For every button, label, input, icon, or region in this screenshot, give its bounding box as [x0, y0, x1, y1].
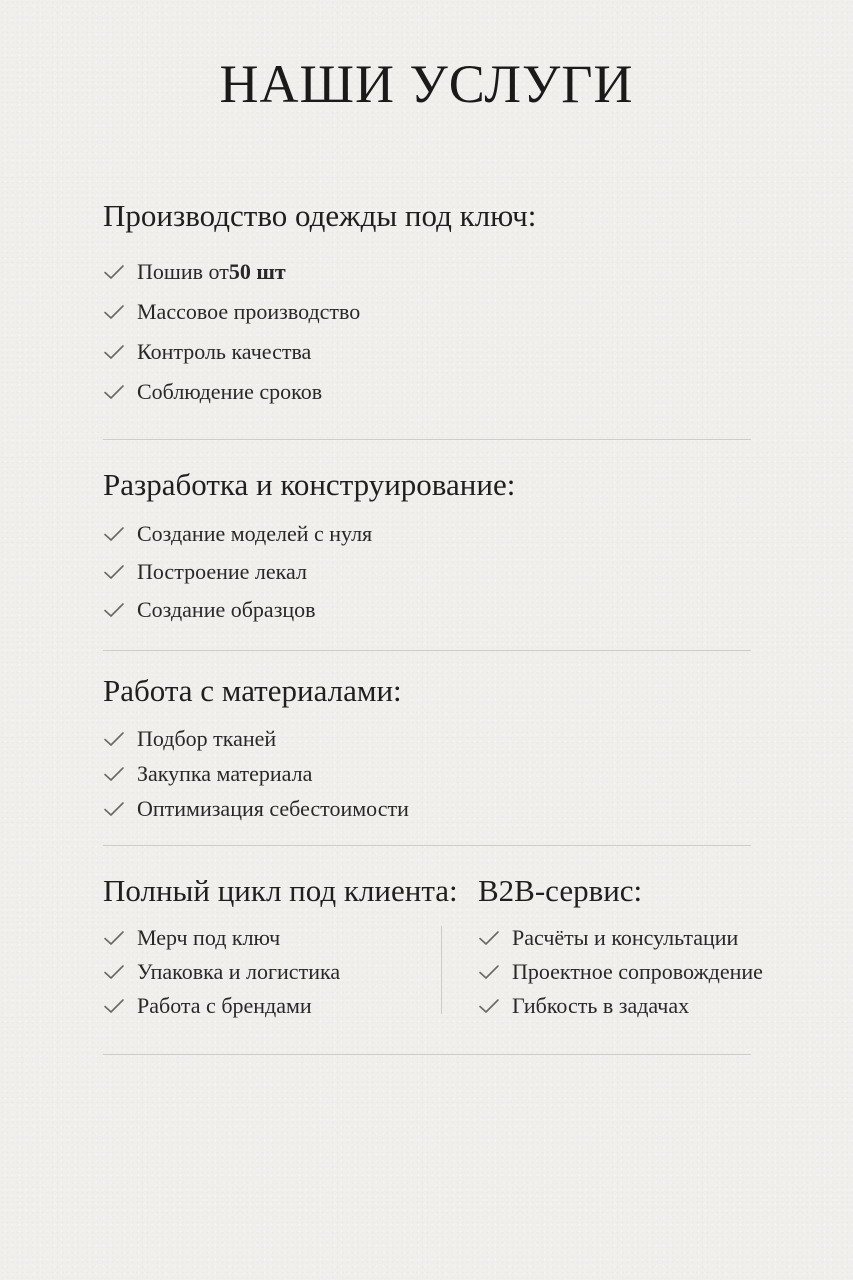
list-item: [103, 756, 409, 791]
section-title: B2B-сервис:: [478, 873, 643, 908]
list-item: [478, 921, 763, 955]
check-icon: [103, 731, 125, 747]
section-title: Работа с материалами:: [103, 673, 402, 708]
item-text: Расчёты и консультации: [512, 925, 739, 950]
section-materials: [103, 671, 409, 826]
list-item: [103, 515, 515, 553]
item-text: Работа с брендами: [137, 993, 312, 1018]
check-icon: [103, 564, 125, 580]
service-list: [103, 721, 409, 826]
list-item: [103, 721, 409, 756]
check-icon: [103, 344, 125, 360]
section-divider: [103, 650, 751, 651]
check-icon: [103, 998, 125, 1014]
section-development: [103, 465, 515, 629]
list-item: [478, 989, 763, 1023]
section-divider: [103, 845, 751, 846]
list-item: [103, 553, 515, 591]
check-icon: [103, 526, 125, 542]
service-list: [103, 252, 536, 412]
list-item: [478, 955, 763, 989]
item-text: Создание образцов: [137, 597, 316, 622]
check-icon: [103, 264, 125, 280]
item-text: Закупка материала: [137, 760, 313, 786]
item-text: Контроль качества: [137, 339, 312, 364]
item-text: Создание моделей с нуля: [137, 521, 373, 546]
list-item: [103, 332, 536, 372]
item-text: Оптимизация себестоимости: [137, 795, 409, 821]
item-text: Проектное сопровождение: [512, 959, 763, 984]
check-icon: [478, 964, 500, 980]
item-text: Упаковка и логистика: [137, 959, 341, 984]
check-icon: [103, 384, 125, 400]
item-text: Пошив от: [137, 259, 229, 284]
list-item: [103, 955, 458, 989]
section-production: [103, 196, 536, 412]
service-list: [478, 921, 763, 1023]
list-item: [103, 791, 409, 826]
column-divider: [441, 926, 442, 1014]
check-icon: [103, 602, 125, 618]
item-text: Гибкость в задачах: [512, 993, 690, 1018]
check-icon: [103, 964, 125, 980]
check-icon: [103, 304, 125, 320]
section-title: Разработка и конструирование:: [103, 467, 516, 502]
check-icon: [103, 766, 125, 782]
list-item: [103, 372, 536, 412]
section-full-cycle: [103, 871, 458, 1023]
list-item: [103, 989, 458, 1023]
check-icon: [478, 998, 500, 1014]
check-icon: [103, 930, 125, 946]
item-text: Соблюдение сроков: [137, 379, 323, 404]
section-title: Производство одежды под ключ:: [103, 198, 537, 233]
item-text: Подбор тканей: [137, 725, 277, 751]
section-divider: [103, 439, 751, 440]
item-text: Мерч под ключ: [137, 925, 281, 950]
check-icon: [103, 801, 125, 817]
check-icon: [478, 930, 500, 946]
item-text-bold: 50 шт: [228, 259, 286, 284]
service-list: [103, 515, 515, 629]
list-item: [103, 921, 458, 955]
section-title: Полный цикл под клиента:: [103, 873, 458, 908]
section-divider: [103, 1054, 751, 1055]
item-text: Построение лекал: [137, 559, 307, 584]
service-list: [103, 921, 458, 1023]
list-item: [103, 252, 536, 292]
list-item: [103, 591, 515, 629]
item-text: Массовое производство: [137, 299, 361, 324]
page-title: НАШИ УСЛУГИ: [219, 54, 634, 114]
list-item: [103, 292, 536, 332]
section-b2b: [478, 871, 763, 1023]
